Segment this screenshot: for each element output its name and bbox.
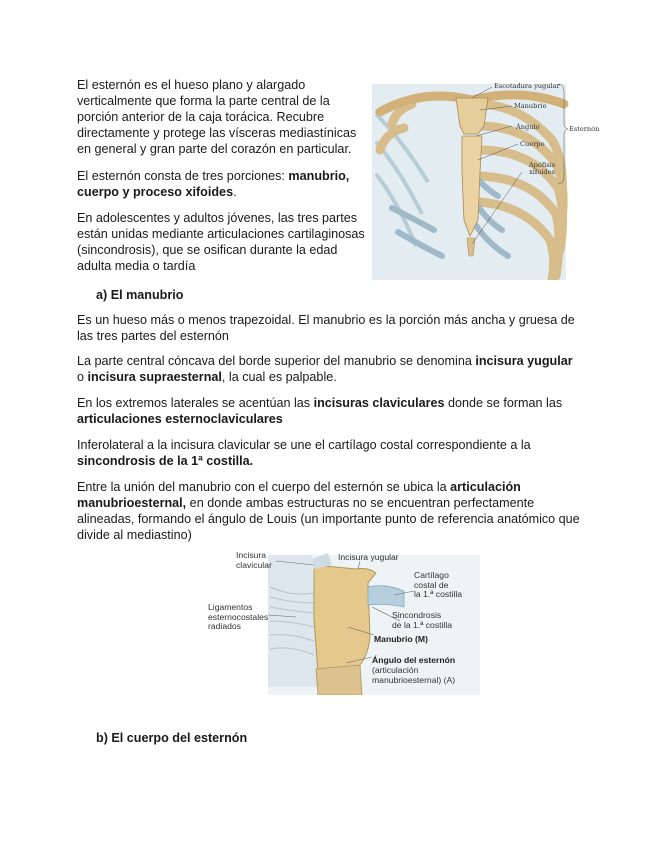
intro-p2-bold: manubrio, cuerpo y proceso xifoides xyxy=(77,169,350,199)
label-incisura-yugular: Incisura yugular xyxy=(338,552,399,562)
section-a-paragraph-5 xyxy=(77,479,582,543)
a-p5-bold: articulación manubrioesternal, xyxy=(77,480,521,510)
section-a-paragraph-4 xyxy=(77,437,582,469)
section-a-heading: a) El manubrio xyxy=(96,288,184,302)
label-manubrio: Manubrio xyxy=(514,102,547,110)
label-manubrio-m: Manubrio (M) xyxy=(374,634,428,644)
label-esternon: Esternón xyxy=(569,125,600,133)
a-p3-mid: donde se forman las xyxy=(444,396,563,410)
section-a-paragraph-2 xyxy=(77,353,582,385)
a-p2-bold-2: incisura supraesternal xyxy=(87,370,222,384)
label-cuerpo: Cuerpo xyxy=(520,140,545,148)
intro-paragraph-2 xyxy=(77,168,372,200)
section-b-heading: b) El cuerpo del esternón xyxy=(96,731,248,745)
label-angulo-esternon: Ángulo del esternón xyxy=(372,655,456,665)
a-p4-bold: sincondrosis de la 1ª costilla. xyxy=(77,454,254,468)
label-angulo: Ángulo xyxy=(516,123,540,131)
section-a-paragraph-3 xyxy=(77,395,582,427)
a-p2-end: , la cual es palpable. xyxy=(221,370,337,384)
intro-p2-text: El esternón consta de tres porciones: xyxy=(77,169,289,183)
label-escotadura-yugular: Escotadura yugular xyxy=(494,82,560,90)
label-apofisis-xifoides: Apófisis xifoides xyxy=(528,161,556,176)
manubrium-figure xyxy=(208,547,480,695)
a-p2-mid: o xyxy=(77,370,88,384)
intro-paragraph-1: El esternón es el hueso plano y alargado verticalmente que forma la parte central de la porción anterior de la caja torácica. Recubre directamente y protege las vísceras mediastínicas en general y gran parte del corazón en particular. xyxy=(77,78,357,156)
intro-paragraph-3: En adolescentes y adultos jóvenes, las tres partes están unidas mediante articulaciones cartilaginosas (sincondrosis), que se osifican durante la edad adulta media o tardía xyxy=(77,211,365,273)
a-p5-text: Entre la unión del manubrio con el cuerpo del esternón se ubica la xyxy=(77,480,451,494)
label-sincondrosis: Sincondrosis de la 1.ª costilla xyxy=(392,610,453,630)
a-p2-bold-1: incisura yugular xyxy=(475,354,573,368)
a-p3-bold-2: articulaciones esternoclaviculares xyxy=(77,412,283,426)
thorax-figure xyxy=(372,80,608,280)
label-cartilago-costal: Cartílago costal de la 1.ª costilla xyxy=(414,570,463,600)
thorax-illustration xyxy=(372,80,608,280)
label-articulacion: (articulación manubrioesternal) (A) xyxy=(372,665,456,685)
label-incisura-clavicular: Incisura clavicular xyxy=(236,550,272,570)
intro-p2-end: . xyxy=(233,185,237,199)
a-p4-text: Inferolateral a la incisura clavicular se une el cartílago costal correspondiente a la xyxy=(77,438,531,452)
a-p3-text: En los extremos laterales se acentúan las xyxy=(77,396,314,410)
a-p2-text: La parte central cóncava del borde superior del manubrio se denomina xyxy=(77,354,476,368)
a-p5-end: en donde ambas estructuras no se encuentran perfectamente alineadas, formando el ángulo de Louis (un importante punto de referencia anatómico que divide al mediastino) xyxy=(77,496,580,542)
section-a-paragraph-1: Es un hueso más o menos trapezoidal. El manubrio es la porción más ancha y gruesa de las tres partes del esternón xyxy=(77,313,575,343)
a-p3-bold-1: incisuras claviculares xyxy=(313,396,445,410)
label-ligamentos: Ligamentos esternocostales radiados xyxy=(208,602,269,632)
